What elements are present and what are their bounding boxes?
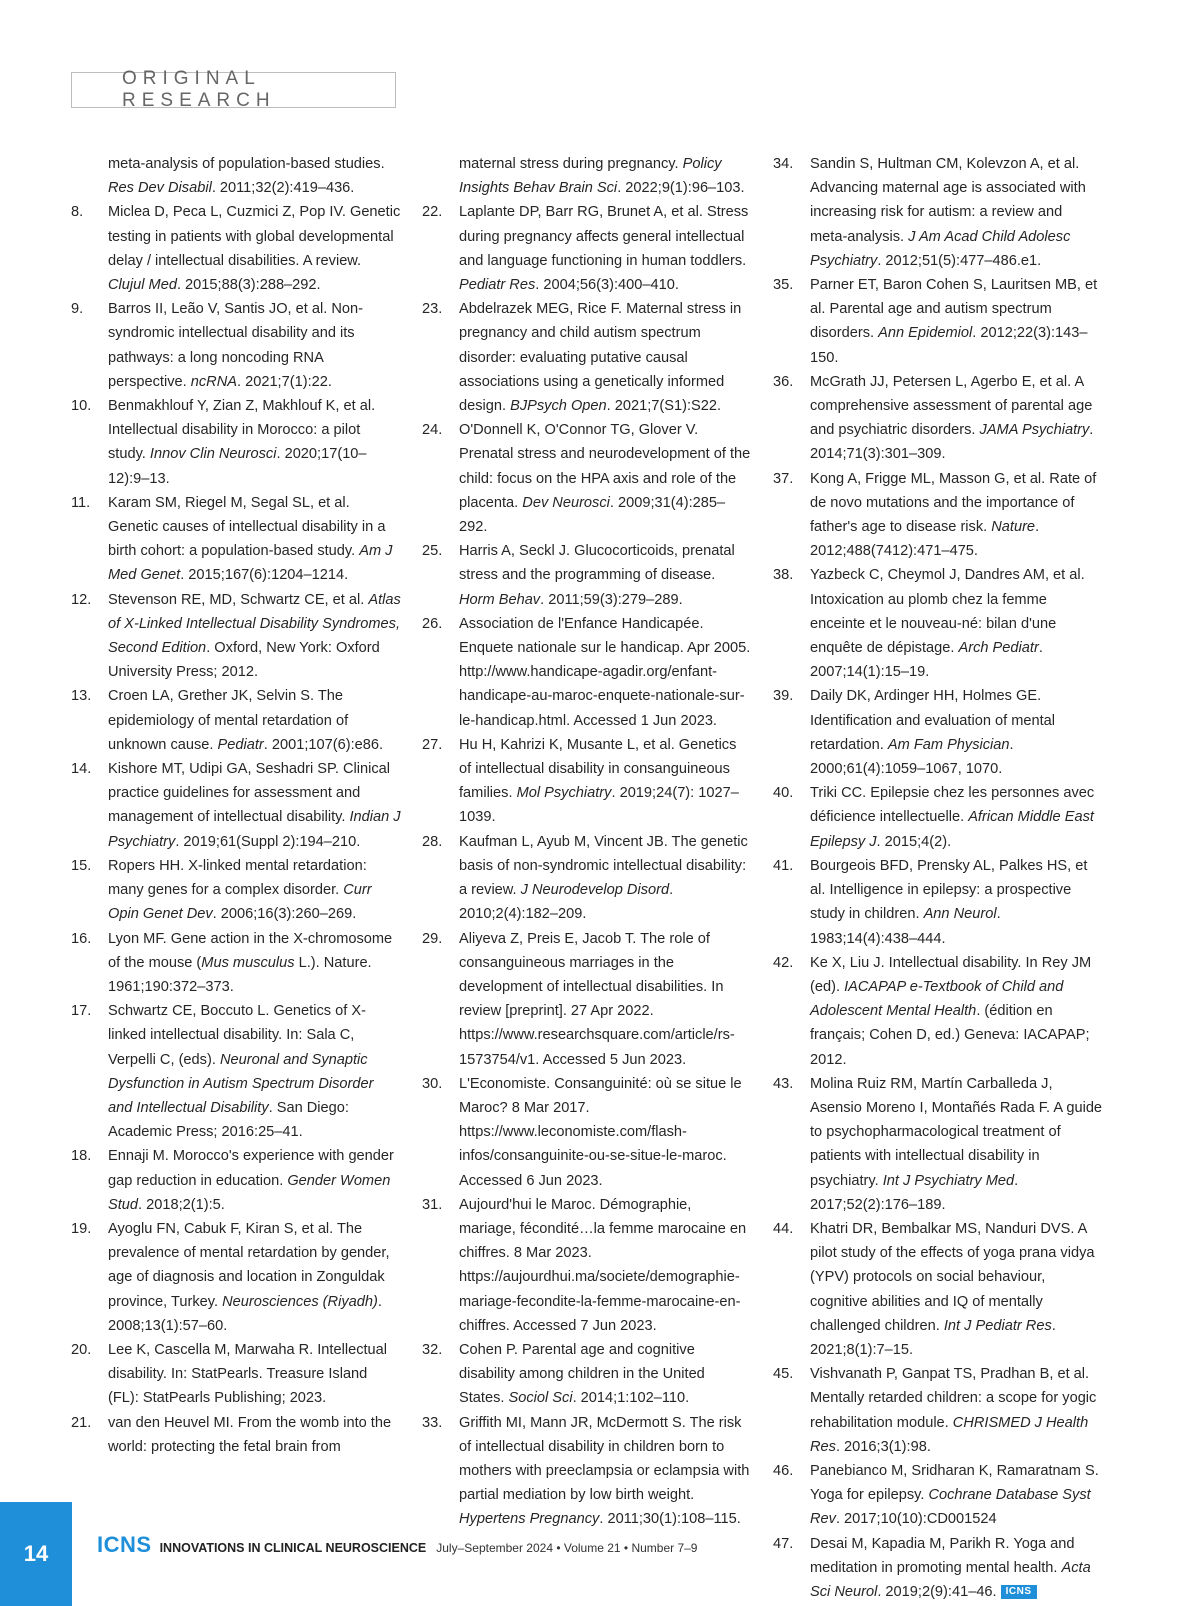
- reference-item: [773, 951, 1103, 1072]
- reference-details: . 2000;61(4):1059–1067, 1070.: [810, 736, 1014, 778]
- reference-item: [773, 1459, 1103, 1532]
- reference-number: 16.: [71, 930, 92, 947]
- reference-item: [773, 467, 1103, 564]
- reference-details: . 2017;52(2):176–189.: [810, 1172, 1019, 1213]
- reference-text: Desai M, Kapadia M, Parikh R. Yoga and meditation in promoting mental health.: [810, 1535, 1075, 1576]
- reference-number: 27.: [422, 736, 443, 753]
- reference-text: Barros II, Leão V, Santis JO, et al. Non-syndromic intellectual disability and its pathways: a long noncoding RNA perspective.: [108, 301, 363, 390]
- references-column-1: [71, 152, 401, 1459]
- reference-journal: Am J Med Genet: [108, 543, 393, 584]
- reference-text: Kishore MT, Udipi GA, Seshadri SP. Clinical practice guidelines for assessment and management of intellectual disability.: [108, 761, 390, 826]
- reference-details: . 2009;31(4):285–292.: [459, 494, 726, 536]
- reference-text: Yazbeck C, Cheymol J, Dandres AM, et al. Intoxication au plomb chez la femme enceinte et le nouveau-né: bilan d'une enquête de dépistage.: [810, 567, 1085, 657]
- reference-text: Ke X, Liu J. Intellectual disability. In Rey JM (ed).: [810, 954, 1092, 995]
- section-label: ORIGINAL RESEARCH: [71, 72, 396, 108]
- reference-journal: Dev Neurosci: [522, 494, 610, 511]
- reference-details: L.). Nature. 1961;190:372–373.: [108, 954, 372, 995]
- references-column-3: [773, 152, 1103, 1604]
- reference-text: Miclea D, Peca L, Cuzmici Z, Pop IV. Genetic testing in patients with global developmental delay / intellectual disabilities. A review.: [108, 204, 401, 269]
- reference-number: 24.: [422, 422, 443, 439]
- reference-text: Schwartz CE, Boccuto L. Genetics of X-linked intellectual disability. In: Sala C, Verpelli C, (eds).: [108, 1003, 366, 1068]
- reference-number: 46.: [773, 1462, 794, 1479]
- reference-text: maternal stress during pregnancy.: [459, 156, 683, 172]
- reference-details: . 2012;51(5):477–486.e1.: [877, 252, 1042, 269]
- reference-journal: Int J Psychiatry Med: [882, 1172, 1015, 1189]
- reference-journal: Atlas of X-Linked Intellectual Disability Syndromes, Second Edition: [108, 591, 401, 657]
- reference-item: [71, 1411, 401, 1459]
- reference-details: . 2015;167(6):1204–1214.: [180, 567, 349, 584]
- reference-details: . 2011;59(3):279–289.: [540, 591, 683, 608]
- reference-journal: Arch Pediatr: [958, 640, 1039, 657]
- reference-number: 18.: [71, 1148, 92, 1165]
- reference-number: 22.: [422, 204, 443, 221]
- references-column-2: [422, 152, 752, 1532]
- reference-details: . 2011;30(1):108–115.: [599, 1511, 741, 1528]
- reference-journal: Res Dev Disabil: [108, 180, 212, 197]
- reference-text: Ropers HH. X-linked mental retardation: many genes for a complex disorder.: [108, 857, 367, 899]
- reference-text: Stevenson RE, MD, Schwartz CE, et al.: [108, 591, 369, 608]
- reference-journal: African Middle East Epilepsy J: [810, 809, 1094, 850]
- reference-continuation: [422, 152, 752, 200]
- reference-item: [773, 1362, 1103, 1459]
- reference-item: [773, 1532, 1103, 1605]
- reference-details: . 2021;7(S1):S22.: [606, 398, 722, 415]
- reference-text: Ennaji M. Morocco's experience with gender gap reduction in education.: [108, 1148, 394, 1189]
- reference-number: 30.: [422, 1075, 443, 1092]
- reference-text: Triki CC. Epilepsie chez les personnes avec déficience intellectuelle.: [810, 785, 1095, 826]
- reference-text: L'Economiste. Consanguinité: où se situe le Maroc? 8 Mar 2017. https://www.leconomiste.com/flash-infos/consanguinite-ou-se-situe-le-maroc. Accessed 6 Jun 2023.: [459, 1075, 742, 1189]
- reference-number: 11.: [71, 494, 91, 511]
- reference-text: Khatri DR, Bembalkar MS, Nanduri DVS. A pilot study of the effects of yoga prana vidya (YPV) protocols on social behaviour, cognitive abilities and IQ of mentally challenged children.: [810, 1220, 1095, 1334]
- reference-number: 35.: [773, 277, 794, 294]
- reference-number: 29.: [422, 930, 443, 947]
- reference-details: . 2021;7(1):22.: [236, 373, 332, 390]
- reference-journal: Mol Psychiatry: [516, 785, 612, 802]
- journal-logo: ICNS: [97, 1532, 152, 1557]
- journal-name: INNOVATIONS IN CLINICAL NEUROSCIENCE: [159, 1541, 427, 1555]
- reference-item: [422, 733, 752, 830]
- reference-text: Molina Ruiz RM, Martín Carballeda J, Asensio Moreno I, Montañés Rada F. A guide to psychopharmacological treatment of patients with intellectual disability in psychiatry.: [810, 1075, 1103, 1189]
- reference-text: Harris A, Seckl J. Glucocorticoids, prenatal stress and the programming of disease.: [459, 543, 735, 584]
- reference-item: [773, 1217, 1103, 1362]
- reference-item: [71, 200, 401, 297]
- reference-number: 42.: [773, 954, 794, 971]
- reference-text: Aujourd'hui le Maroc. Démographie, mariage, fécondité…la femme marocaine en chiffres. 8 Mar 2023. https://aujourdhui.ma/societe/demographie-mariage-fecondite-la-femme-marocaine-en-chiffres. Accessed 7 Jun 2023.: [459, 1196, 747, 1334]
- reference-details: . 2020;17(10–12):9–13.: [108, 446, 367, 487]
- reference-journal: Neurosciences (Riyadh): [222, 1293, 378, 1310]
- reference-number: 33.: [422, 1414, 443, 1431]
- reference-continuation: [71, 152, 401, 200]
- reference-text: Panebianco M, Sridharan K, Ramaratnam S. Yoga for epilepsy.: [810, 1462, 1099, 1504]
- reference-details: . 2007;14(1):15–19.: [810, 640, 1043, 681]
- reference-item: [773, 854, 1103, 951]
- reference-details: . 2004;56(3):400–410.: [535, 277, 679, 294]
- reference-details: . 2022;9(1):96–103.: [617, 180, 745, 197]
- reference-item: [773, 563, 1103, 684]
- reference-item: [422, 927, 752, 1072]
- reference-text: Aliyeva Z, Preis E, Jacob T. The role of consanguineous marriages in the development of intellectual disabilities. In review [preprint]. 27 Apr 2022. https://www.researchsquare.com/article/rs-1573754/v1. Accessed 5 Jun 2023.: [459, 930, 735, 1068]
- reference-details: . San Diego: Academic Press; 2016:25–41.: [108, 1099, 349, 1141]
- reference-number: 26.: [422, 615, 443, 632]
- reference-details: . 2014;1:102–110.: [572, 1390, 690, 1407]
- reference-number: 39.: [773, 688, 794, 705]
- reference-item: [71, 927, 401, 1000]
- reference-item: [422, 297, 752, 418]
- reference-journal: ncRNA: [190, 373, 237, 390]
- reference-details: . (édition en français; Cohen D, ed.) Geneva: IACAPAP; 2012.: [810, 1003, 1090, 1068]
- reference-item: [773, 152, 1103, 273]
- reference-journal: Horm Behav: [459, 591, 541, 608]
- reference-text: Kaufman L, Ayub M, Vincent JB. The genetic basis of non-syndromic intellectual disability: a review.: [459, 833, 748, 899]
- reference-details: . 2015;88(3):288–292.: [176, 277, 321, 294]
- end-mark-badge: ICNS: [1001, 1585, 1037, 1599]
- reference-text: McGrath JJ, Petersen L, Agerbo E, et al. A comprehensive assessment of parental age and psychiatric disorders.: [810, 373, 1093, 439]
- reference-item: [422, 418, 752, 539]
- reference-number: 17.: [71, 1003, 92, 1020]
- reference-journal: CHRISMED J Health Res: [810, 1414, 1089, 1455]
- issue-info: July–September 2024 • Volume 21 • Number 7–9: [436, 1541, 698, 1555]
- reference-details: . 2011;32(2):419–436.: [211, 180, 355, 197]
- reference-details: . 2012;22(3):143–150.: [810, 325, 1088, 366]
- footer: [97, 1532, 697, 1562]
- reference-journal: Cochrane Database Syst Rev: [810, 1487, 1091, 1528]
- reference-journal: Sociol Sci: [508, 1390, 573, 1407]
- reference-item: [773, 370, 1103, 467]
- reference-details: . 2021;8(1):7–15.: [810, 1317, 1056, 1358]
- reference-item: [422, 1338, 752, 1411]
- reference-number: 14.: [71, 761, 92, 778]
- reference-item: [71, 1144, 401, 1217]
- reference-item: [71, 757, 401, 854]
- reference-number: 13.: [71, 688, 92, 705]
- reference-journal: Mus musculus: [201, 954, 295, 971]
- reference-number: 19.: [71, 1220, 92, 1237]
- reference-number: 32.: [422, 1341, 443, 1358]
- reference-text: Lyon MF. Gene action in the X-chromosome of the mouse (: [108, 930, 393, 971]
- reference-item: [71, 1338, 401, 1411]
- reference-number: 25.: [422, 543, 443, 560]
- reference-item: [422, 612, 752, 733]
- reference-number: 10.: [71, 398, 92, 415]
- reference-journal: Policy Insights Behav Brain Sci: [459, 156, 722, 197]
- reference-item: [422, 830, 752, 927]
- reference-journal: Int J Pediatr Res: [943, 1317, 1052, 1334]
- reference-text: meta-analysis of population-based studies.: [108, 156, 385, 172]
- reference-journal: Gender Women Stud: [108, 1172, 391, 1213]
- reference-number: 38.: [773, 567, 794, 584]
- reference-details: . 2008;13(1):57–60.: [108, 1293, 382, 1334]
- reference-number: 37.: [773, 470, 794, 487]
- reference-text: Ayoglu FN, Cabuk F, Kiran S, et al. The prevalence of mental retardation by gender, age of diagnosis and location in Zonguldak province, Turkey.: [108, 1220, 390, 1310]
- reference-item: [71, 854, 401, 927]
- reference-item: [422, 1072, 752, 1193]
- reference-item: [422, 200, 752, 297]
- reference-text: Laplante DP, Barr RG, Brunet A, et al. Stress during pregnancy affects general intellectual and language functioning in human toddlers.: [459, 204, 749, 269]
- reference-text: van den Heuvel MI. From the womb into the world: protecting the fetal brain from: [108, 1414, 392, 1455]
- reference-journal: Pediatr Res: [459, 277, 536, 294]
- reference-item: [422, 1193, 752, 1338]
- reference-number: 45.: [773, 1366, 794, 1383]
- reference-journal: J Neurodevelop Disord: [520, 882, 670, 899]
- reference-details: . 2001;107(6):e86.: [263, 736, 384, 753]
- reference-number: 40.: [773, 785, 794, 802]
- reference-details: . 2010;2(4):182–209.: [459, 882, 674, 923]
- reference-journal: Am Fam Physician: [887, 736, 1010, 753]
- reference-journal: Ann Epidemiol: [878, 325, 973, 342]
- reference-details: . Oxford, New York: Oxford University Press; 2012.: [108, 640, 380, 681]
- reference-journal: Innov Clin Neurosci: [149, 446, 277, 463]
- reference-journal: Pediatr: [217, 736, 264, 753]
- reference-number: 41.: [773, 857, 794, 874]
- reference-text: O'Donnell K, O'Connor TG, Glover V. Prenatal stress and neurodevelopment of the child: focus on the HPA axis and role of the placenta.: [459, 422, 751, 511]
- reference-number: 36.: [773, 373, 794, 390]
- reference-details: . 2019;2(9):41–46.: [877, 1583, 997, 1600]
- reference-number: 47.: [773, 1535, 794, 1552]
- reference-journal: BJPsych Open: [510, 398, 607, 415]
- reference-text: Hu H, Kahrizi K, Musante L, et al. Genetics of intellectual disability in consanguineous families.: [459, 736, 737, 802]
- reference-number: 20.: [71, 1341, 92, 1358]
- reference-text: Association de l'Enfance Handicapée. Enquete nationale sur le handicap. Apr 2005. http://www.handicape-agadir.org/enfant-handicape-au-maroc-enquete-nationale-sur-le-handicap.html. Accessed 1 Jun 2023.: [459, 615, 751, 729]
- reference-text: Vishvanath P, Ganpat TS, Pradhan B, et al. Mentally retarded children: a scope for yogic rehabilitation module.: [810, 1366, 1097, 1431]
- reference-text: Sandin S, Hultman CM, Kolevzon A, et al. Advancing maternal age is associated with increasing risk for autism: a review and meta-analysis.: [810, 156, 1086, 245]
- reference-number: 28.: [422, 833, 443, 850]
- reference-item: [71, 491, 401, 588]
- reference-text: Karam SM, Riegel M, Segal SL, et al. Genetic causes of intellectual disability in a birth cohort: a population-based study.: [108, 494, 386, 560]
- reference-text: Kong A, Frigge ML, Masson G, et al. Rate of de novo mutations and the importance of father's age to disease risk.: [810, 470, 1097, 536]
- reference-journal: Hypertens Pregnancy: [459, 1511, 600, 1528]
- reference-item: [71, 684, 401, 757]
- reference-journal: JAMA Psychiatry: [979, 422, 1090, 439]
- reference-details: . 2012;488(7412):471–475.: [810, 519, 1040, 560]
- reference-item: [773, 781, 1103, 854]
- reference-number: 43.: [773, 1075, 794, 1092]
- reference-details: . 2015;4(2).: [876, 833, 952, 850]
- reference-number: 44.: [773, 1220, 794, 1237]
- reference-number: 15.: [71, 857, 92, 874]
- reference-journal: Indian J Psychiatry: [108, 809, 401, 850]
- reference-details: . 1983;14(4):438–444.: [810, 906, 1001, 947]
- reference-details: . 2019;61(Suppl 2):194–210.: [175, 833, 361, 850]
- reference-journal: Acta Sci Neurol: [810, 1559, 1091, 1600]
- reference-text: Daily DK, Ardinger HH, Holmes GE. Identification and evaluation of mental retardation.: [810, 688, 1056, 753]
- reference-number: 12.: [71, 591, 92, 608]
- reference-journal: Curr Opin Genet Dev: [108, 882, 372, 923]
- reference-item: [422, 1411, 752, 1532]
- reference-item: [773, 273, 1103, 370]
- reference-journal: Ann Neurol: [923, 906, 997, 923]
- reference-text: Cohen P. Parental age and cognitive disability among children in the United States.: [459, 1341, 705, 1407]
- reference-number: 9.: [71, 301, 84, 318]
- reference-text: Benmakhlouf Y, Zian Z, Makhlouf K, et al. Intellectual disability in Morocco: a pilot study.: [108, 398, 376, 463]
- reference-number: 23.: [422, 301, 443, 318]
- reference-text: Abdelrazek MEG, Rice F. Maternal stress in pregnancy and child autism spectrum disorder: evaluating putative causal associations using a genetically informed design.: [459, 301, 742, 415]
- reference-text: Parner ET, Baron Cohen S, Lauritsen MB, et al. Parental age and autism spectrum disorders.: [810, 277, 1098, 342]
- reference-item: [71, 1217, 401, 1338]
- reference-text: Griffith MI, Mann JR, McDermott S. The risk of intellectual disability in children born to mothers with preeclampsia or eclampsia with partial mediation by low birth weight.: [459, 1414, 750, 1504]
- reference-details: . 2019;24(7): 1027–1039.: [459, 785, 739, 826]
- reference-item: [422, 539, 752, 612]
- reference-number: 31.: [422, 1196, 443, 1213]
- reference-journal: IACAPAP e-Textbook of Child and Adolescent Mental Health: [810, 978, 1064, 1020]
- reference-details: . 2006;16(3):260–269.: [212, 906, 357, 923]
- reference-item: [773, 1072, 1103, 1217]
- page-number: 14: [0, 1502, 72, 1606]
- reference-item: [71, 297, 401, 394]
- reference-text: Croen LA, Grether JK, Selvin S. The epidemiology of mental retardation of unknown cause.: [108, 688, 349, 753]
- reference-item: [773, 684, 1103, 781]
- reference-journal: Nature: [991, 519, 1036, 536]
- reference-item: [71, 394, 401, 491]
- reference-item: [71, 999, 401, 1144]
- reference-number: 21.: [71, 1414, 92, 1431]
- reference-details: . 2018;2(1):5.: [138, 1196, 225, 1213]
- reference-text: Bourgeois BFD, Prensky AL, Palkes HS, et al. Intelligence in epilepsy: a prospective study in children.: [810, 857, 1088, 923]
- reference-details: . 2017;10(10):CD001524: [835, 1511, 997, 1528]
- reference-journal: Clujul Med: [108, 277, 177, 294]
- reference-details: . 2016;3(1):98.: [835, 1438, 931, 1455]
- reference-text: Lee K, Cascella M, Marwaha R. Intellectual disability. In: StatPearls. Treasure Island (FL): StatPearls Publishing; 2023.: [108, 1341, 388, 1407]
- reference-item: [71, 588, 401, 685]
- reference-journal: Neuronal and Synaptic Dysfunction in Autism Spectrum Disorder and Intellectual Disability: [108, 1051, 374, 1116]
- reference-details: . 2014;71(3):301–309.: [810, 422, 1094, 463]
- reference-number: 34.: [773, 156, 794, 172]
- reference-number: 8.: [71, 204, 84, 221]
- reference-journal: J Am Acad Child Adolesc Psychiatry: [810, 228, 1071, 269]
